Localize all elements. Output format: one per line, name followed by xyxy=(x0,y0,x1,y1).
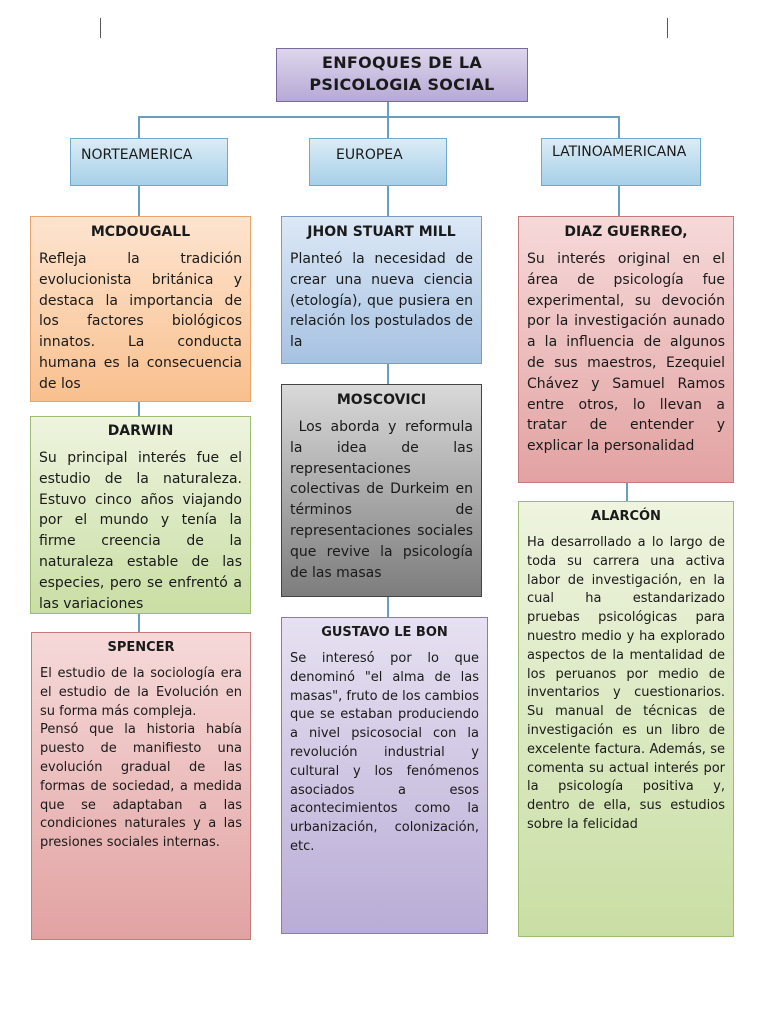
card-moscovici-text: Los aborda y reformula la idea de las representaciones colectivas de Durkeim en términos de representaciones sociales que revive la psicología de las masas xyxy=(290,419,478,581)
connector-line xyxy=(618,186,620,216)
card-mcdougall xyxy=(30,216,251,402)
card-darwin-title: DARWIN xyxy=(107,423,174,439)
connector-line xyxy=(387,116,389,138)
card-alarcon-title: ALARCÓN xyxy=(591,509,661,524)
card-mill xyxy=(281,216,482,364)
connector-line xyxy=(138,614,140,632)
region-norteamerica-label: NORTEAMERICA xyxy=(81,147,193,163)
card-moscovici-title: MOSCOVICI xyxy=(336,392,427,408)
card-alarcon-text: Ha desarrollado a lo largo de toda su carrera una activa labor de investigación, en la cual ha estandarizado pruebas psicológicas para nuestro medio y ha explorado aspectos de la mentalidad de los peruanos por medio de inventarios y cuestionarios. Su manual de técnicas de investigación es un libro de excelente factura. Además, se comenta su actual interés por la psicología positiva y, dentro de ella, sus estudios sobre la felicidad xyxy=(527,535,725,832)
card-lebon-text: Se interesó por lo que denominó "el alma de las masas", fruto de los cambios que se estaban produciendo a nivel psicosocial con la revolución industrial y cultural y los fenómenos asociados a esos acontecimientos como la urbanización, colonización, etc. xyxy=(290,651,479,854)
card-darwin-text: Su principal interés fue el estudio de la naturaleza. Estuvo cinco años viajando por el mundo y tenía la firme creencia de la naturaleza estable de las especies, pero se enfrentó a las variaciones xyxy=(39,450,242,612)
connector-line xyxy=(138,186,140,216)
page-title xyxy=(276,48,528,102)
margin-mark-left xyxy=(100,18,101,38)
card-diaz-guerreo xyxy=(518,216,734,483)
card-mill-title: JHON STUART MILL xyxy=(307,224,456,240)
card-mcdougall-title: MCDOUGALL xyxy=(90,224,191,240)
card-moscovici xyxy=(281,384,482,597)
region-europea-label: EUROPEA xyxy=(336,147,403,163)
card-lebon xyxy=(281,617,488,934)
card-mcdougall-text: Refleja la tradición evolucionista británica y destaca la importancia de los factores biológicos innatos. La conducta humana es la consecuencia de los xyxy=(39,251,242,392)
connector-line xyxy=(387,364,389,384)
connector-line xyxy=(387,186,389,216)
card-spencer xyxy=(31,632,251,940)
connector-line xyxy=(138,402,140,416)
region-norteamerica xyxy=(70,138,228,186)
connector-line xyxy=(387,597,389,617)
region-latinoamericana-label: LATINOAMERICANA xyxy=(552,144,687,160)
connector-line xyxy=(626,483,628,501)
card-diaz-guerreo-title: DIAZ GUERREO, xyxy=(564,224,688,240)
card-spencer-title: SPENCER xyxy=(107,640,175,655)
connector-line xyxy=(387,102,389,116)
card-lebon-title: GUSTAVO LE BON xyxy=(321,625,448,640)
card-diaz-guerreo-text: Su interés original en el área de psicología fue experimental, su devoción por la investigación aunado a la influencia de algunos de sus maestros, Ezequiel Chávez y Samuel Ramos entre otros, lo llevan a tratar de entender y explicar la personalidad xyxy=(527,251,725,455)
page-title-text: ENFOQUES DE LA PSICOLOGIA SOCIAL xyxy=(309,53,495,94)
connector-line xyxy=(618,116,620,138)
card-spencer-text: El estudio de la sociología era el estudio de la Evolución en su forma más compleja. Pensó que la historia había puesto de manifiesto una evolución gradual de las formas de sociedad, a medida que se adaptaban a las condiciones naturales y a las presiones sociales internas. xyxy=(40,666,242,851)
margin-mark-right xyxy=(667,18,668,38)
region-latinoamericana xyxy=(541,138,701,186)
region-europea xyxy=(309,138,447,186)
connector-line xyxy=(138,116,140,138)
card-alarcon xyxy=(518,501,734,937)
card-darwin xyxy=(30,416,251,614)
card-mill-text: Planteó la necesidad de crear una nueva ciencia (etología), que pusiera en relación los postulados de la xyxy=(290,251,473,351)
connector-line xyxy=(138,116,620,118)
